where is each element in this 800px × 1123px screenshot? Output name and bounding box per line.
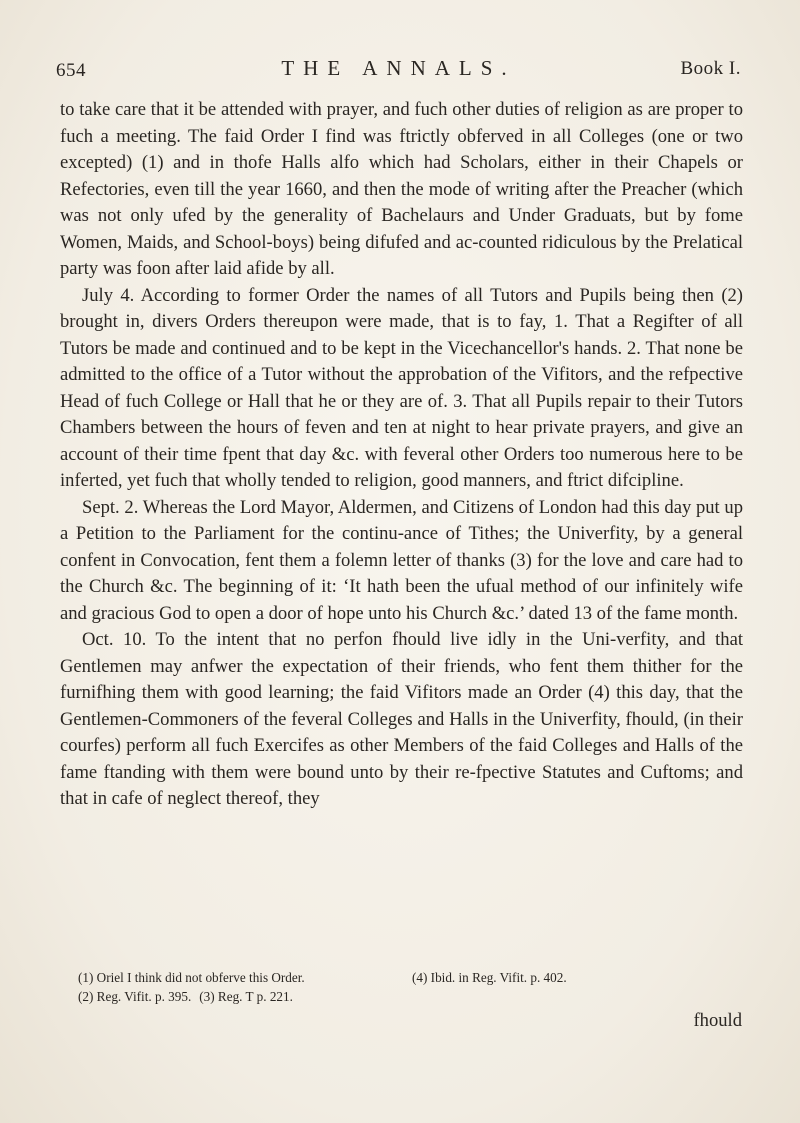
running-title: THE ANNALS. — [281, 56, 516, 80]
footnote-2: (2) Reg. Vifit. p. 395. — [78, 989, 192, 1004]
footnote-4: (4) Ibid. in Reg. Vifit. p. 402. — [412, 970, 567, 985]
paragraph-oct-10: Oct. 10. To the intent that no perfon fhould live idly in the Uni-verfity, and that Gentlemen may anfwer the expectation of their friends, who fent them thither for the furnifhing them with good learning; the faid Vifitors made an Order (4) this day, that the Gentlemen-Commoners of the feveral Colleges and Halls in the Univerfity, fhould, (in their courfes) perform all fuch Exercifes as other Members of the faid Colleges and Halls of the fame ftanding with them were bound unto by their re-fpective Statutes and Cuftoms; and that in cafe of neglect thereof, they — [60, 629, 743, 809]
page-number: 654 — [56, 60, 86, 81]
footnotes — [78, 968, 748, 1006]
footnote-3: (3) Reg. T p. 221. — [199, 989, 293, 1004]
body-text — [60, 97, 743, 813]
book-label: Book I. — [680, 58, 741, 79]
paragraph-sept-2: Sept. 2. Whereas the Lord Mayor, Aldermen, and Citizens of London had this day put up a Petition to the Parliament for the continu-ance of Tithes; the Univerfity, by a general confent in Convocation, fent them a folemn letter of thanks (3) for the love and care had to the Church &c. The beginning of it: ‘It hath been the ufual method of our infinitely wife and gracious God to open a door of hope unto his Church &c.’ dated 13 of the fame month. — [60, 496, 743, 624]
paragraph-continuation: to take care that it be attended with prayer, and fuch other duties of religion as are proper to fuch a meeting. The faid Order I find was ftrictly obferved in all Colleges (one or two excepted) (1) and in thofe Halls alfo which had Scholars, either in their Chapels or Refectories, even till the year 1660, and then the mode of writing after the Preacher (which was not only ufed by the generality of Bachelaurs and Under Graduats, but by fome Women, Maids, and School-boys) being difufed and ac-counted ridiculous by the Prelatical party was foon after laid afide by all. — [60, 99, 743, 279]
paragraph-july-4: July 4. According to former Order the names of all Tutors and Pupils being then (2) brought in, divers Orders thereupon were made, that is to fay, 1. That a Regifter of all Tutors be made and continued and to be kept in the Vicechancellor's hands. 2. That none be admitted to the office of a Tutor without the approbation of the Vifitors, and the refpective Head of fuch College or Hall that he or they are of. 3. That all Pupils repair to their Tutors Chambers between the hours of feven and ten at night to hear private prayers, and give an account of their time fpent that day &c. with feveral other Orders too numerous here to be inferted, yet fuch that wholly tended to religion, good manners, and ftrict difcipline. — [60, 284, 743, 491]
footnote-1: (1) Oriel I think did not obferve this Order. — [78, 970, 305, 985]
page-header — [56, 50, 741, 84]
catchword: fhould — [693, 1010, 742, 1031]
